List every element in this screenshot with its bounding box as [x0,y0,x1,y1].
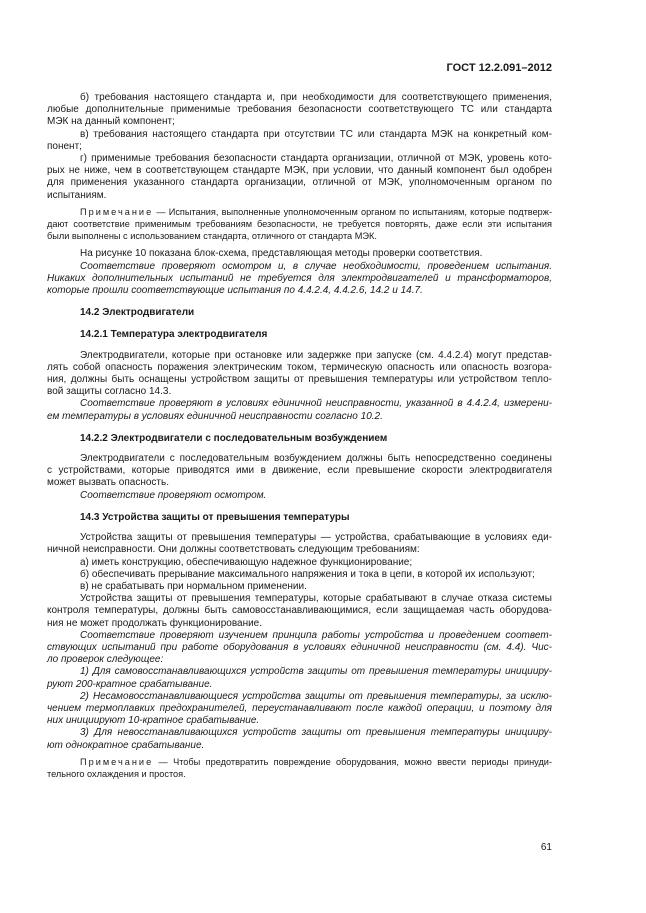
paragraph [47,261,552,298]
text-line: может вызвать опасность. [47,477,169,489]
paragraph [47,350,552,399]
section-heading [47,433,552,445]
text-line: ют однократное срабатывание. [47,739,205,751]
paragraph [47,593,552,630]
text-line: 14.2.1 Температура электродвигателя [80,329,268,341]
text-line: 2) Несамовосстанавливающиеся устройства защиты от превышения температуры, за исклю- [80,690,552,702]
paragraph [47,248,552,260]
text-line: 14.2.2 Электродвигатели с последовательным возбуждением [80,432,388,444]
paragraph [47,569,552,581]
text-line: 3) Для невосстанавливающихся устройств защиты от превышения температуры иницииру- [80,727,552,739]
text-line: контроля температуры, должны быть самовосстанавливающимися, если защищаемая часть оборудова- [47,605,552,617]
paragraph [47,490,552,502]
text-line: чением термоплавких предохранителей, переустанавливают после каждой операции, и поэтому для [47,702,552,714]
text-line: понент; [47,140,82,152]
text-line: Устройства защиты от превышения температуры, которые срабатывают в случае отказа системы [80,593,552,605]
paragraph [47,453,552,490]
text-line: в) не срабатывать при нормальном применении. [80,580,307,592]
paragraph [47,727,552,751]
text-line: ем температуры в условиях единичной неисправности согласно 10.2. [47,410,383,422]
text-line: Соответствие проверяют осмотром. [80,489,267,501]
note-label: Примечание [80,756,154,767]
text-line: испытаниям. [47,189,107,201]
note-paragraph [47,756,552,780]
document-body [47,92,552,786]
paragraph [47,630,552,667]
paragraph [47,92,552,129]
text-line: Устройства защиты от превышения температуры — устройства, срабатывающие в условиях еди- [80,532,552,544]
text-line: в) требования настоящего стандарта при отсутствии ТС или стандарта МЭК на конкретный ком- [80,128,552,140]
text-line: ния, должны быть оснащены устройством защиты от превышения температуры или устройством тепло- [47,374,552,386]
text-line: ния не может продолжать функционирование. [47,617,263,629]
text-line: б) обеспечивать прерывание максимального напряжения и тока в цепи, в которой их используют; [80,568,535,580]
paragraph [47,581,552,593]
text-line: для применения указанного стандарта организации, отличной от МЭК, уполномоченным органом по [47,177,552,189]
text-line: ло проверок следующее: [47,654,164,666]
text-line: Соответствие проверяют в условиях единичной неисправности, указанной в 4.4.2.4, измерени- [80,398,552,410]
paragraph [47,153,552,202]
section-heading [47,329,552,341]
text-line [47,756,552,768]
text-line: дают соответствие применимым требованиям безопасности, не требуется повторять, даже если эти испытания [47,219,552,230]
text-line: Электродвигатели с последовательным возбуждением должны быть непосредственно соединены [80,453,552,465]
paragraph [47,129,552,153]
text-line: 14.3 Устройства защиты от превышения температуры [80,511,350,523]
text-line: с устройствами, которые приводятся ими в движение, если превышение скорости электродвигателя [47,465,552,477]
text-line: были выполнены с использованием стандарта, отличного от стандарта МЭК. [47,231,377,242]
note-text: — Испытания, выполненные уполномоченным органом по испытаниям, которые подтверж- [156,206,552,217]
paragraph [47,557,552,569]
note-text: — Чтобы предотвратить повреждение оборудования, можно ввести периоды принуди- [158,756,552,767]
text-line: б) требования настоящего стандарта и, при необходимости для соответствующего применения, [80,92,552,103]
paragraph [47,691,552,728]
text-line: г) применимые требования безопасности стандарта организации, отличной от МЭК, уровень кото- [80,153,552,165]
text-line [47,206,552,218]
text-line: рых не ниже, чем в соответствующем стандарте МЭК, при условии, что данный компонент был одобрен [47,165,552,177]
text-line: тельного охлаждения и простоя. [47,768,186,779]
text-line: а) иметь конструкцию, обеспечивающую надежное функционирование; [80,556,413,568]
text-line: лять собой опасность поражения электрическим током, термическую опасность или опасность возгора- [47,361,552,373]
text-line: них инициируют 10-кратное срабатывание. [47,715,260,727]
text-line: На рисунке 10 показана блок-схема, представляющая методы проверки соответствия. [80,248,483,260]
text-line: Никаких дополнительных испытаний не требуется для электродвигателей и трансформаторов, [47,272,552,284]
text-line: руют 200-кратное срабатывание. [47,678,213,690]
paragraph [47,398,552,422]
note-label: Примечание [80,206,154,217]
text-line: Электродвигатели, которые при остановке или задержке при запуске (см. 4.4.2.4) могут представ- [80,349,552,361]
text-line: Соответствие проверяют изучением принципа работы устройства и проведением соответ- [80,629,552,641]
section-heading [47,307,552,319]
page-number: 61 [540,842,552,853]
text-line: любые дополнительные применимые требования безопасности соответствующего ТС или стандарта [47,104,552,116]
paragraph [47,532,552,556]
text-line: ничной неисправности. Они должны соответствовать следующим требованиям: [47,544,420,556]
text-line: МЭК на данный компонент; [47,116,175,128]
text-line: 14.2 Электродвигатели [80,307,195,319]
paragraph [47,666,552,690]
document-standard-number: ГОСТ 12.2.091–2012 [446,62,552,74]
text-line: вой защиты согласно 14.3. [47,386,172,398]
text-line: Соответствие проверяют осмотром и, в случае необходимости, проведением испытания. [80,260,552,272]
text-line: которые прошли соответствующие испытания по 4.4.2.4, 4.4.2.6, 14.2 и 14.7. [47,285,423,297]
text-line: ствующих испытаний при работе оборудования в условиях единичной неисправности (см. 4.4). Чис- [47,641,552,653]
text-line: 1) Для самовосстанавливающихся устройств защиты от превышения температуры иницииру- [80,666,552,678]
section-heading [47,512,552,524]
note-paragraph [47,206,552,243]
